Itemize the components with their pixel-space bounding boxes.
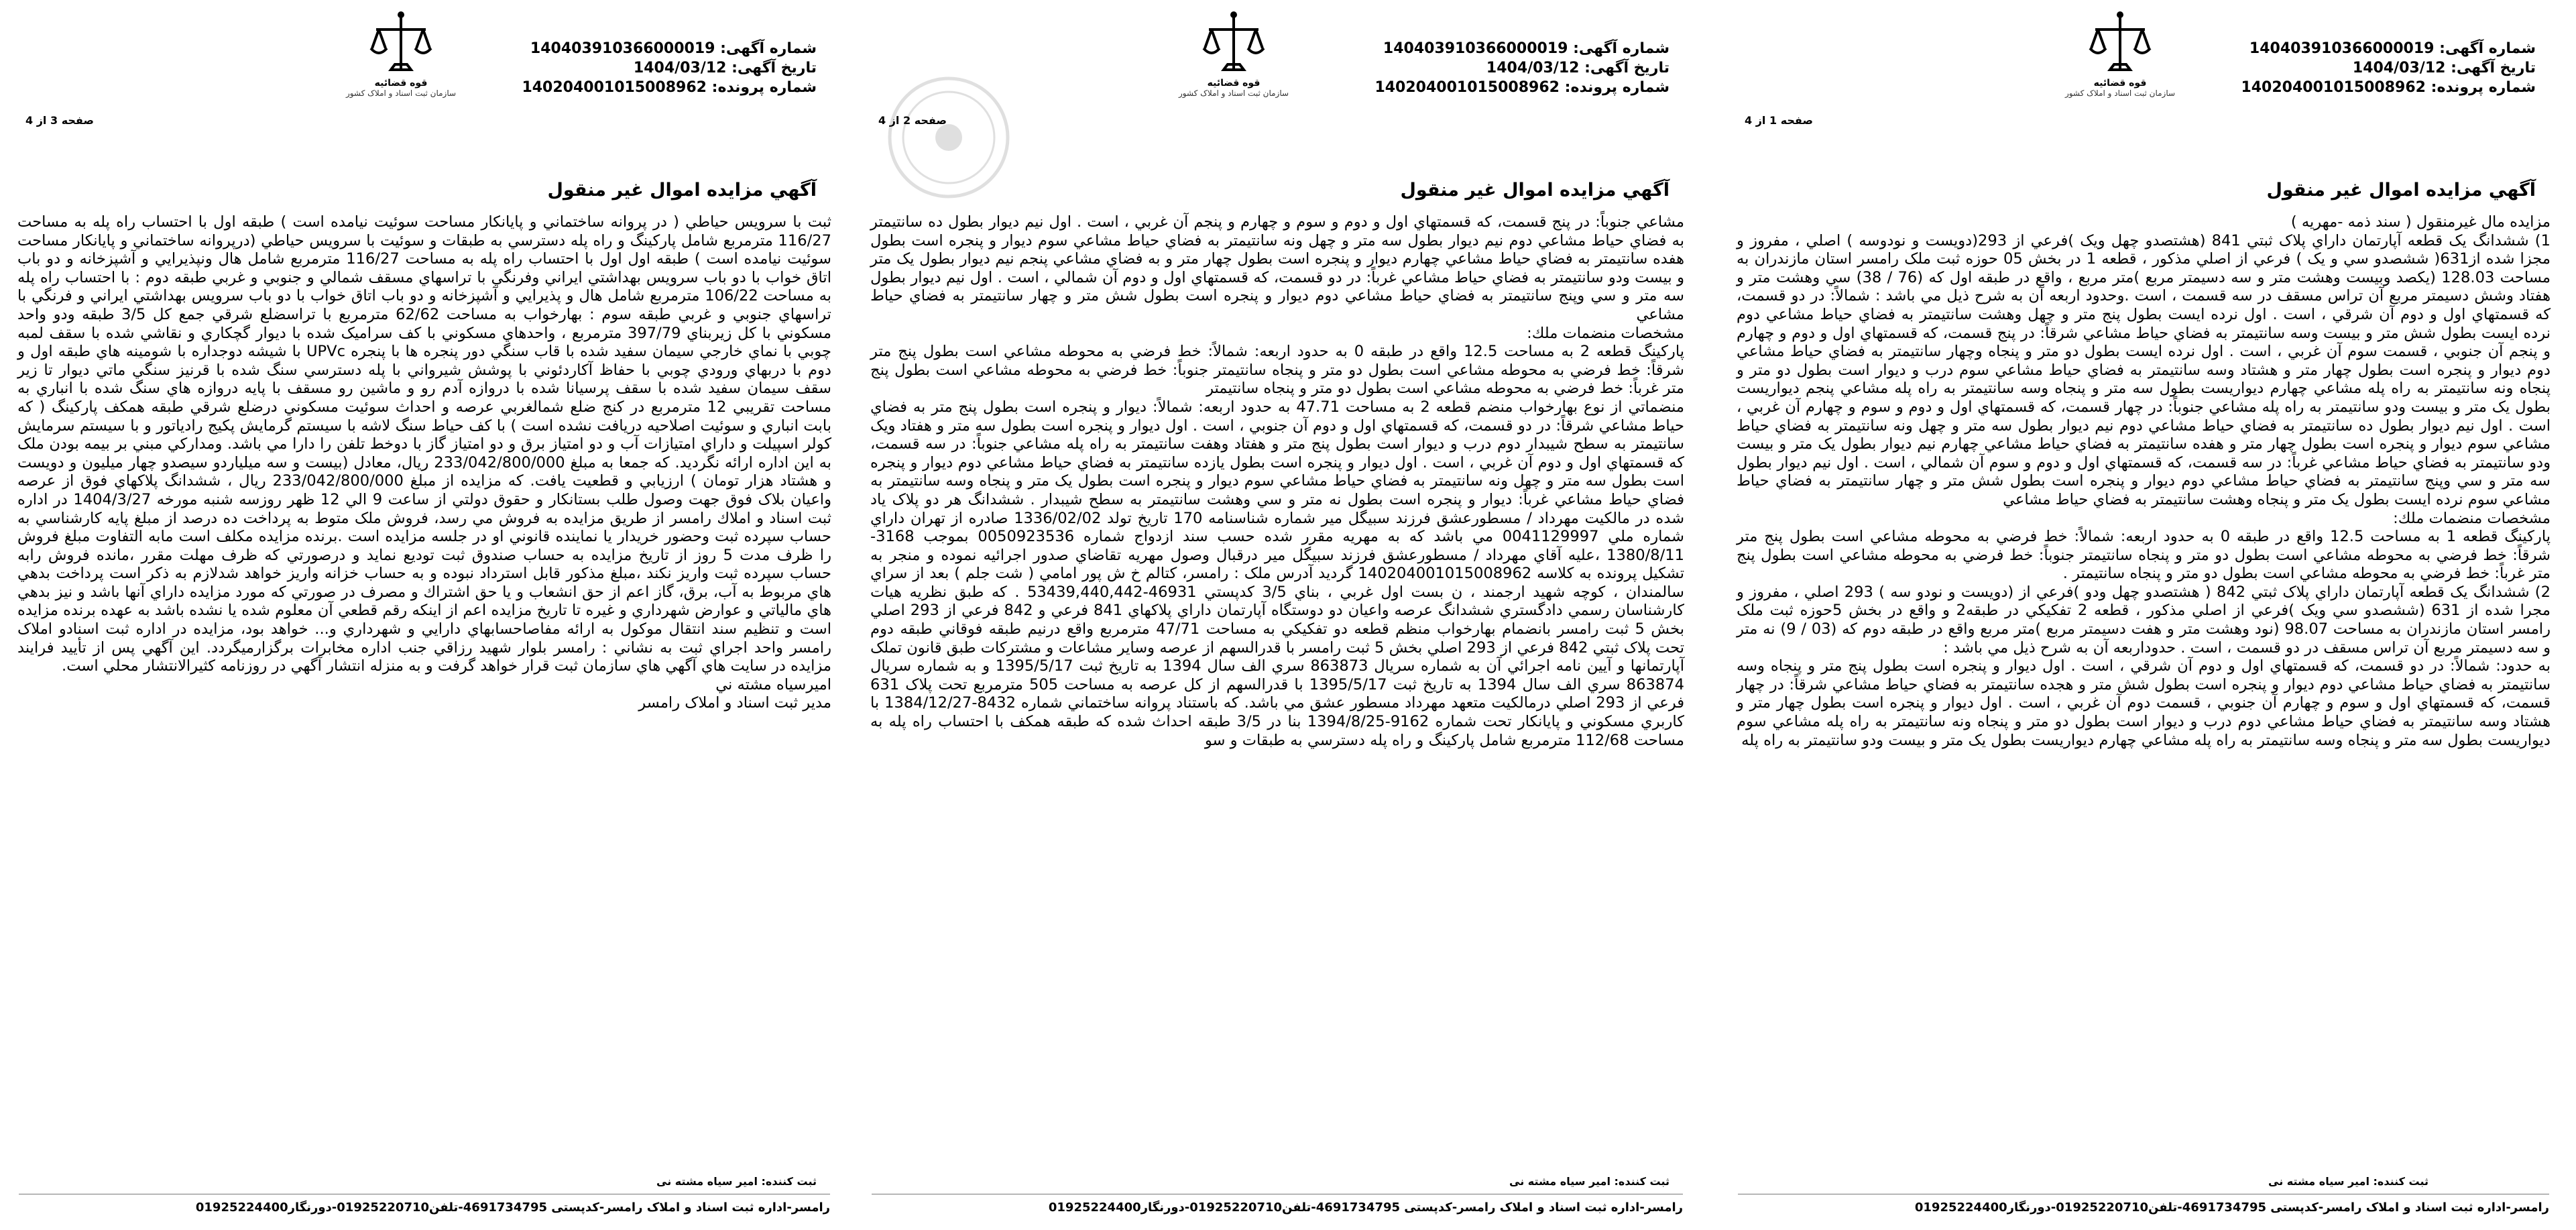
footer-address: رامسر-اداره ثبت اسناد و املاک رامسر-کدپستی 4691734795-تلفن01925220710-دورنگار01925224400 <box>195 1200 830 1215</box>
page-number: صفحه 2 از 4 <box>878 114 947 127</box>
body-text: ثبت با سرويس حياطي ( در پروانه ساختماني و پايانکار مساحت سوئيت نيامده است ) طبقه اول با احتساب راه پله به مساحت 116/27 مترمربع شامل پارکينگ و راه پله دسترسي به طبقات و سوئيت با سرويس حياطي (درپروانه ساختماني و پايانکار مساحت سوئيت نيامده است ) طبقه اول اول با احتساب راه پله به مساحت 116/27 مترمربع شامل هال ونپذيرايي و آشپزخانه و دو باب اتاق خواب با دو باب سرويس بهداشتي ايراني وفرنگي با تراسهاي مسقف شمالي و جنوبي و غربي طبقه دوم : با احتساب راه پله به مساحت 106/22 مترمربع شامل هال و پذيرايي و آشپزخانه و دو باب اتاق خواب با دو باب سرويس بهداشتي ايراني و فرنگي با تراسهاي جنوبي و غربي طبقه سوم : بهارخواب به مساحت 62/62 مترمربع با تراسضلع شرقي جمع کل 3/5 طبقه ودو واحد مسکوني با كل زيربناي 397/79 مترمربع ، واحدهاي مسکوني با کف سراميک شده با ديوار گچکاري و نقاشي شده با سقف لمبه چوبي با نماي خارجي سيمان سفيد شده با قاب سنگي دور پنجره ها با پنجره UPVc با شيشه دوجداره با شومينه هاي طبقه اول و دوم با دربهاي ورودي چوبي با حفاظ آکاردئوني با پوشش شيرواني با پله دسترسي سنگ شده با قرنيز سنگي ماتي ديوار تا زير سقف سيمان سفيد شده با سقف پرسيانا شده با دروازه آدم رو و ماشين رو مسقف با پايه دروازه هاي سنگ شده با انباري به مساحت تقريبي 12 مترمربع در کنج ضلع شمالغربي عرصه و احداث سوئيت مسکوني درضلع شرقي طبقه همکف پارکينگ ( که بابت انباري و سوئيت اصلاحيه دريافت نشده است ) با کف حياط سنگ لاشه با سيستم گرمايش پکيج رادياتور و با سيستم سرمايش كولر اسپيلت و داراي امتيازات آب و دو امتياز برق و دو امتياز گاز با دوخط تلفن را دارا مي باشد. ومدارکي مبني بر بيمه بودن ملک به اين اداره ارائه نگرديد. که جمعا به مبلغ 233/042/800/000 ريال، معادل (بيست و سه ميلياردو سيصدو چهار ميليون و دويست و هشتاد هزار تومان ) ارزيابي و قطعيت يافت. که مزايده از مبلغ 233/042/800/000 ريال ، ششدانگ پلاکهاي فوق از عرصه واعيان بلاک فوق جهت وصول طلب بستانكار و حقوق دولتي از ساعت 9 الي 12 ظهر روزسه شنبه مورخه 1404/3/27 در اداره ثبت اسناد و املاك رامسر از طريق مزايده به فروش مي رسد، فروش ملک متوط به پرداخت ده درصد از مبلغ پايه کارشناسي به حساب سپرده ثبت وحضور خريدار يا نماينده قانوني او در جلسه مزايده است .برنده مزايده مكلف است مابه التفاوت مبلغ فروش را ظرف مدت 5 روز از تاريخ مزايده به حساب صندوق ثبت توديع نمايد و درصورتي که ظرف مهلت مقرر ،مانده فروش رابه حساب سپرده ثبت واريز نکند ،مبلغ مذکور قابل استرداد نبوده و به حساب خزانه واريز خواهد شدلازم به ذکر است پرداخت بدهي هاي مربوط به آب، برق، گاز اعم از حق انشعاب و يا حق اشتراك و مصرف در صورتي كه مورد مزايده داراي آنها باشد و نيز بدهي هاي مالياتي و عوارض شهرداري و غيره تا تاريخ مزايده اعم از اينکه رقم قطعي آن معلوم شده يا نشده باشد به عهده برنده مزايده است و تنظيم سند انتقال موکول به ارائه مفاصاحسابهاي دارايي و شهرداري و... خواهد بود، مزايده در اداره ثبت اسنادو املاک رامسر واحد اجراي ثبت به نشاني : رامسر بلوار شهيد رزاقي جنب اداره مخابرات برگزارميگردد. اين آگهي پس از تأييد فرايند مزايده در سايت هاي آگهي هاي سازمان ثبت قرار خواهد گرفت و به منزله انتشار آگهي در روزنامه کثيرالانتشار محلي است. اميرسياه مشته ني مدير ثبت اسناد و املاک رامسر <box>17 213 832 712</box>
page-1 <box>1724 0 2563 1230</box>
ad-no-label: شماره آگهی: <box>720 40 817 57</box>
ad-meta <box>1374 39 1670 97</box>
ad-no: 140403910366000019 <box>530 40 715 57</box>
date-label: تاریخ آگهی: <box>1584 60 1670 76</box>
page-title: آگهي مزايده اموال غير منقول <box>1400 180 1670 201</box>
page-number: صفحه 1 از 4 <box>1745 114 1813 127</box>
page-title: آگهي مزايده اموال غير منقول <box>2266 180 2536 201</box>
file-no: 140204001015008962 <box>1374 79 1560 96</box>
signature-line <box>1509 1175 1670 1188</box>
signature-line <box>2268 1175 2428 1188</box>
signature-line <box>656 1175 817 1188</box>
court-label: قوه قضائیه <box>2093 78 2147 89</box>
org-label: سازمان ثبت اسناد و املاک کشور <box>1178 89 1289 98</box>
file-label: شماره پرونده: <box>2431 79 2536 96</box>
sig-name: امیر سیاه مشته نی <box>1509 1175 1611 1188</box>
ad-date: 1404/03/12 <box>633 60 727 76</box>
judiciary-emblem <box>1167 7 1301 111</box>
ad-date: 1404/03/12 <box>1486 60 1580 76</box>
org-label: سازمان ثبت اسناد و املاک کشور <box>2064 89 2176 98</box>
ad-no: 140403910366000019 <box>2249 40 2435 57</box>
sig-name: امیر سیاه مشته نی <box>2268 1175 2369 1188</box>
court-label: قوه قضائیه <box>1207 78 1261 89</box>
page-number: صفحه 3 از 4 <box>25 114 94 127</box>
ad-meta <box>2241 39 2536 97</box>
body-text: مزايده مال غيرمنقول ( سند ذمه -مهريه ) 1) ششدانگ يک قطعه آپارتمان داراي پلاک ثبتي 841 (هشتصدو چهل ويک )فرعي از 293(دويست و نودوسه ) اصلي ، مفروز و مجزا شده از631( ششصدو سي و يک ) فرعي از اصلي مذکور ، قطعه 1 در بخش 05 حوزه ثبت ملک رامسر استان مازندران به مساحت 128.03 (يکصد وبيست وهشت متر و سه دسيمتر مربع )متر مربع ، واقع در طبقه اول که (76 / 38) سي وهشت متر و هفتاد وشش دسيمتر مربع آن تراس مسقف در سه قسمت ، است .وحدود اربعه آن به شرح ذيل مي باشد : شمالاً: در دو قسمت، که قسمتهاي اول و دوم آن شرقي ، است . اول نرده ايست بطول پنج متر و چهل وهشت سانتيمتر به فضاي حياط مشاعي دوم نرده ايست بطول شش متر و بيست وسه سانتيمتر به فضاي حياط مشاعي شرقاً: در پنج قسمت، که قسمتهاي اول و دوم و چهارم و پنجم آن جنوبي ، قسمت سوم آن غربي ، است . اول نرده ايست بطول دو متر و پنجاه وچهار سانتيمتر به فضاي حياط مشاعي دوم ديوار و پنجره است بطول چهار متر و هشتاد وسه سانتيمتر به فضاي حياط مشاعي سوم درب و ديوار است بطول دو متر و پنجاه ونه سانتيمتر به راه پله مشاعي چهارم ديواريست بطول سه متر و پنجاه وسه سانتيمتر به راه پله مشاعي پنجم ديواريست بطول يک متر و بيست ودو سانتيمتر به راه پله مشاعي جنوباً: در چهار قسمت، که قسمتهاي اول و دوم و سوم و چهارم آن غربي ، است . اول نيم ديوار بطول ده سانتيمتر به فضاي حياط مشاعي دوم نيم ديوار بطول سه متر و چهل ونه سانتيمتر به فضاي حياط مشاعي سوم ديوار و پنجره است بطول چهار متر و هفده سانتيمتر به فضاي حياط مشاعي چهارم نيم ديوار بطول يک متر و بيست ودو سانتيمتر به فضاي حياط مشاعي غرباً: در سه قسمت، که قسمتهاي اول و دوم و سوم آن شمالي ، است . اول نيم ديوار بطول سه متر و سي وپنج سانتيمتر به فضاي حياط مشاعي دوم ديوار و پنجره است بطول شش متر و چهار سانتيمتر به فضاي حياط مشاعي سوم نرده ايست بطول يک متر و پنجاه وهشت سانتيمتر به فضاي حياط مشاعي مشخصات منضمات ملك: پارکينگ قطعه 1 به مساحت 12.5 واقع در طبقه 0 به حدود اربعه: شمالاً: خط فرضي به محوطه مشاعي است بطول پنج متر شرقاً: خط فرضي به محوطه مشاعي است بطول دو متر و پنجاه سانتيمتر جنوباً: خط فرضي به محوطه مشاعي است بطول پنج متر غرباً: خط فرضي به محوطه مشاعي است بطول دو متر و پنجاه سانتيمتر . 2) ششدانگ يک قطعه آپارتمان داراي پلاک ثبتي 842 ( هشتصدو چهل ودو )فرعي از (دويست و نودو سه ) 293 اصلي ، مفروز و مجرا شده از 631 (ششصدو سي ويک )فرعي از اصلي مذکور ، قطعه 2 تفکيکي در طبقه2 و واقع در بخش 5حوزه ثبت ملک رامسر استان مازندران به مساحت 98.07 (نود وهشت متر و هفت دسيمتر مربع )متر مربع واقع در طبقه دوم که (03 / 9) نه متر و سه دسيمتر مربع آن تراس مسقف در دو قسمت ، است . حدوداربعه آن به شرح ذيل مي باشد : به حدود: شمالاً: در دو قسمت، که قسمتهاي اول و دوم آن شرقي ، است . اول ديوار و پنجره است بطول پنج متر و پنجاه وسه سانتيمتر به فضاي حياط مشاعي دوم ديوار و پنجره است بطول شش متر و هجده سانتيمتر به فضاي حياط مشاعي شرقاً: در چهار قسمت، که قسمتهاي اول و سوم و چهارم آن جنوبي ، قسمت دوم آن غربي ، است . اول ديوار و پنجره است بطول چهار متر و هشتاد وسه سانتيمتر به فضاي حياط مشاعي دوم درب و ديوار است بطول دو متر و پنجاه ونه سانتيمتر به راه پله مشاعي سوم ديواريست بطول سه متر و پنجاه وسه سانتيمتر به راه پله مشاعي چهارم ديواريست بطول يک متر و بيست ودو سانتيمتر به راه پله <box>1737 213 2551 749</box>
scales-of-justice-icon <box>364 7 438 80</box>
date-label: تاریخ آگهی: <box>731 60 817 76</box>
court-label: قوه قضائیه <box>374 78 428 89</box>
seal-watermark-icon <box>885 74 1012 201</box>
scales-of-justice-icon <box>1197 7 1271 80</box>
ad-meta <box>522 39 817 97</box>
sig-label: ثبت کننده: <box>2373 1175 2428 1188</box>
judiciary-emblem <box>2053 7 2187 111</box>
footer-address: رامسر-اداره ثبت اسناد و املاک رامسر-کدپستی 4691734795-تلفن01925220710-دورنگار01925224400 <box>1048 1200 1683 1215</box>
ad-no: 140403910366000019 <box>1383 40 1568 57</box>
page-title: آگهي مزايده اموال غير منقول <box>547 180 817 201</box>
footer-address: رامسر-اداره ثبت اسناد و املاک رامسر-کدپستی 4691734795-تلفن01925220710-دورنگار01925224400 <box>1914 1200 2549 1215</box>
sig-label: ثبت کننده: <box>1614 1175 1670 1188</box>
judiciary-emblem <box>334 7 468 111</box>
ad-date: 1404/03/12 <box>2352 60 2446 76</box>
body-text: مشاعي جنوباً: در پنج قسمت، که قسمتهاي اول و دوم و سوم و چهارم و پنجم آن غربي ، است . اول نيم ديوار بطول ده سانتيمتر به فضاي حياط مشاعي دوم نيم ديوار بطول سه متر و چهل ونه سانتيمتر به فضاي حياط مشاعي سوم ديوار و پنجره است بطول هفده سانتيمتر به فضاي حياط مشاعي چهارم ديوار و پنجره است بطول چهار متر و به فضاي مشاعي پنجم نيم ديوار بطول يک متر و بيست ودو سانتيمتر به فضاي حياط مشاعي غرباً: در دو قسمت، که قسمتهاي اول و دوم آن شمالي ، است . اول نيم ديوار بطول سه متر و سي وپنج سانتيمتر به فضاي حياط مشاعي دوم ديوار و پنجره است بطول شش متر و چهار سانتيمتر به فضاي حياط مشاعي مشخصات منضمات ملك: پارکينگ قطعه 2 به مساحت 12.5 واقع در طبقه 0 به حدود اربعه: شمالاً: خط فرضي به محوطه مشاعي است بطول پنج متر شرقاً: خط فرضي به محوطه مشاعي است بطول دو متر و پنجاه سانتيمتر جنوباً: خط فرضي به محوطه مشاعي است بطول پنج متر غرباً: خط فرضي به محوطه مشاعي است بطول دو متر و پنجاه سانتيمتر منضماتي از نوع بهارخواب منضم قطعه 2 به مساحت 47.71 به حدود اربعه: شمالاً: ديوار و پنجره است بطول پنج متر به فضاي حياط مشاعي شرقاً: در دو قسمت، که قسمتهاي اول و دوم آن جنوبي ، است . اول ديوار و پنجره است بطول سه متر و هفتاد ويک سانتيمتر به سطح شيبدار دوم درب و ديوار است بطول پنج متر و هفتاد وهفت سانتيمتر به راه پله مشاعي جنوباً: در سه قسمت، که قسمتهاي اول و دوم آن غربي ، است . اول ديوار و پنجره است بطول يازده سانتيمتر به فضاي حياط مشاعي دوم ديوار و پنجره است بطول سه متر و چهل ونه سانتيمتر به فضاي حياط مشاعي سوم ديوار و پنجره است بطول يک متر و پنجاه وسه سانتيمتر به فضاي حياط مشاعي غرباً: ديوار و پنجره است بطول نه متر و سي وهشت سانتيمتر به سطح شيبدار . ششدانگ هر دو پلاک ياد شده در مالکيت مهرداد / مسطورعشق فرزند سبيگل مير شماره شناسنامه 170 تاريخ تولد 1336/02/02 صادره از تهران داراي شماره ملي 0041129997 مي باشد که به مهريه مقرر شده حسب سند ازدواج شماره 0050923536 بموجب 3168-1380/8/11 ،عليه آقاي مهرداد / مسطورعشق فرزند سبيگل مير درقبال وصول مهريه تقاضاي صدور اجرائيه نموده و منجر به تشکيل پرونده به كلاسه 140204001015008962 گرديد آدرس ملک : رامسر، کتالم خ ش پور امامي ( شت جلم ) بعد از سراي سالمندان ، کوچه شهيد ارجمند ، ن بست اول غربي ، بناي 3/5 کدپستي 46931-53439,440,442 . که طبق نظريه هيات كارشناسان رسمي دادگستري ششدانگ عرصه واعيان دو دوستگاه آپارتمان داراي پلاکهاي 841 فرعي و 842 فرعي از 293 اصلي بخش 5 ثبت رامسر بانضمام بهارخواب منظم قطعه دو تفکيکي به مساحت 47/71 مترمربع واقع درنيم طبقه فوقاني طبقه دوم تحت پلاک ثبتي 842 فرعي از 293 اصلي بخش 5 ثبت رامسر با قدرالسهم از عرصه وساير مشاعات و مشترکات طبق قانون تملک آپارتمانها و آيين نامه اجرائي آن به شماره سريال 863873 سري الف سال 1394 به تاريخ ثبت 1395/5/17 و به شماره سريال 863874 سري الف سال 1394 به تاريخ ثبت 1395/5/17 با قدرالسهم از كل عرصه به مساحت 505 مترمربع تحت پلاک 631 فرعي از 293 اصلي درمالکيت متعهد مهرداد مسطور عشق مي باشد. که باستناد پروانه ساختماني شماره 8432-1384/12/27 با کاربري مسکوني و پايانکار تحت شماره 9162-1394/8/25 بنا در 3/5 طبقه احداث شده که طبقه همکف با احتساب راه پله به مساحت 112/68 مترمربع شامل پارکينگ و راه پله دسترسي به طبقات و سو <box>870 213 1685 749</box>
file-no: 140204001015008962 <box>522 79 707 96</box>
ad-no-label: شماره آگهی: <box>2439 40 2536 57</box>
date-label: تاریخ آگهی: <box>2451 60 2536 76</box>
sig-name: امیر سیاه مشته نی <box>656 1175 758 1188</box>
file-no: 140204001015008962 <box>2241 79 2426 96</box>
file-label: شماره پرونده: <box>711 79 817 96</box>
ad-no-label: شماره آگهی: <box>1573 40 1670 57</box>
scales-of-justice-icon <box>2083 7 2157 80</box>
org-label: سازمان ثبت اسناد و املاک کشور <box>345 89 457 98</box>
page-3 <box>5 0 843 1230</box>
file-label: شماره پرونده: <box>1564 79 1670 96</box>
sig-label: ثبت کننده: <box>761 1175 817 1188</box>
